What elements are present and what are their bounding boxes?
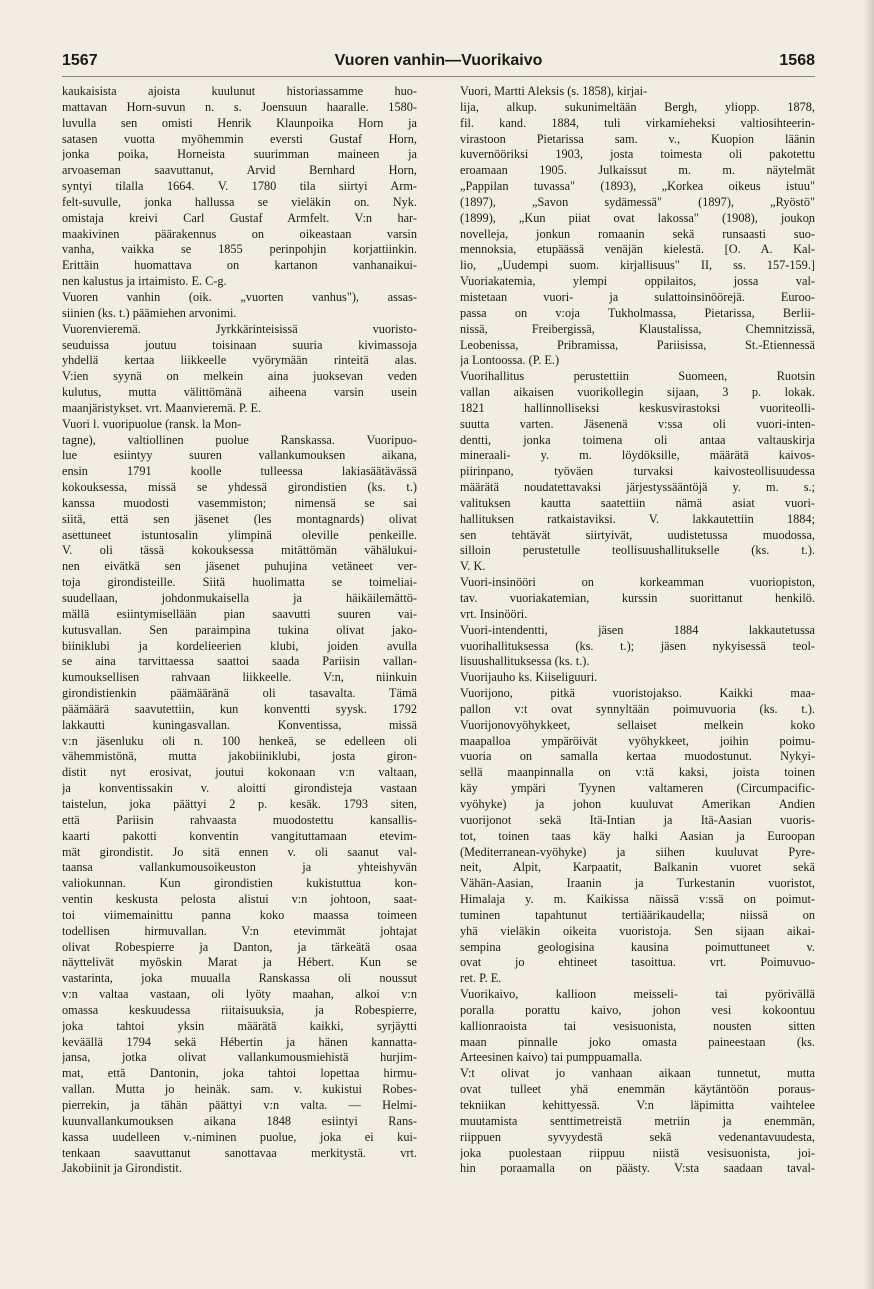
text-line: riippuen syvyydestä sekä vedenantavuudesta, [460, 1129, 815, 1144]
text-line: Leobenissa, Pribramissa, Pariisissa, St.-Etiennessä [460, 337, 815, 352]
text-line: maapalloa ympäröivät vyöhykkeet, joihin poimu- [460, 733, 815, 748]
text-line: Jakobiinit ja Girondistit. [62, 1161, 182, 1176]
text-line: biiniklubi ja kordelieerien klubi, joiden avulla [62, 638, 417, 653]
text-line: siinien (ks. t.) päämiehen arvonimi. [62, 305, 237, 320]
text-line: 1821 hallinnolliseksi keskusvirastoksi vuoriteolli- [460, 400, 815, 415]
text-line: tot, toinen taas käy halki Aasian ja Euroopan [460, 828, 815, 843]
text-line: satasen vuotta myöhemmin eversti Gustaf Horn, [62, 131, 417, 146]
text-line: mällä esiintymisellään pian saavutti suuren vai- [62, 606, 417, 621]
header-rule [62, 76, 815, 77]
text-line: poralla porattu kaivo, johon vesi kokoontuu [460, 1002, 815, 1017]
text-line: ventin keskusta pelosta alistui v:n johtoon, saat- [62, 892, 417, 907]
text-line: joka puolestaan riippuu niistä vesisuonista, joi- [460, 1145, 815, 1160]
text-line: suutta varten. Jäsenenä v:ssa oli vuori-inten- [460, 416, 815, 431]
text-line: siitä, että sen jäsenet (les montagnards) olivat [62, 511, 417, 526]
text-line: sen tehtävät siirtyivät, uudistetussa muodossa, [460, 527, 815, 542]
text-line: vuorihallituksessa (ks. t.); jäsen nykyisessä teol- [460, 638, 815, 653]
text-line: yhdellä kertaa liikkeelle vyörymään rinteitä alas. [62, 353, 417, 368]
text-line: maan pinnalle joko omasta paineestaan (ks. [460, 1034, 815, 1049]
text-line: Vuoren vanhin (oik. „vuorten vanhus"), assas- [62, 289, 417, 304]
text-line: käy ympäri Tyynen valtameren (Circumpacific- [460, 781, 815, 796]
text-line: kallionraoista tai vesisuonista, nousten sitten [460, 1018, 815, 1033]
text-line: „Pappilan tuvassa" (1893), „Korkea oikeus istuu" [460, 179, 815, 194]
text-line: näyttelivät myöskin Marat ja Hébert. Kun se [62, 955, 417, 970]
text-line: joka tahtoi yksin määrätä kaikki, syrjäytti [62, 1018, 417, 1033]
text-line: taansa vallankumousoikeuston ja yhteishyvän [62, 860, 417, 875]
running-title: Vuoren vanhin—Vuorikaivo [334, 52, 543, 69]
text-line: kaukaisista ajoista kuulunut historiassamme huo- [62, 84, 417, 98]
text-line: mineraali- y. m. löydöksille, määrätä kaivos- [460, 448, 815, 463]
text-line: Himalaja y. m. Kaikissa näissä v:ssä on poimut- [460, 892, 815, 907]
text-line: olivat Robespierre ja Danton, ja tärkeätä osaa [62, 939, 417, 954]
text-line: vallan. Mutta jo heinäk. sam. v. kukistui Robes- [62, 1082, 417, 1097]
text-line: kutusvallan. Sen paraimpina tukina olivat jako- [62, 622, 417, 637]
text-line: Vuorijauho ks. Kiiseliguuri. [460, 670, 598, 685]
text-line: Arteesinen kaivo) tai pumppuamalla. [460, 1050, 643, 1065]
text-line: ovat tulleet yhä enemmän käytäntöön poraus- [460, 1082, 815, 1097]
text-line: mät girondistit. Jo sitä ennen v. oli saanut val- [62, 844, 417, 859]
text-line: tenkaan saavuttanut sanottavaa merkitystä. vrt. [62, 1145, 417, 1160]
text-line: sempina geologisina kausina poimuttuneet v. [460, 939, 815, 954]
text-line: pallon v:t ovat synnyltään poimuvuoria (ks. t.). [460, 701, 815, 716]
text-line: taistelun, joka päättyi 2 p. kesäk. 1793 siten, [62, 796, 417, 811]
text-line: piirinpano, työväen turvaksi kaivosteollisuudessa [460, 464, 815, 479]
text-line: dentti, jonka toimena oli antaa valtauskirja [460, 432, 815, 447]
text-line: tuminen tapahtunut tertiäärikaudella; niissä on [460, 907, 815, 922]
text-line: päämäärä saavutettiin, kun konventti syysk. 1792 [62, 701, 417, 716]
text-line: keväällä 1794 sekä Hébertin ja hänen kannatta- [62, 1034, 417, 1049]
text-line: kaarti pakotti konventin vangituttamaan etevim- [62, 828, 417, 843]
text-line: muutamista senttimetreistä metriin ja enemmän, [460, 1113, 815, 1128]
text-line: luvulla sen omisti Henrik Klaunpoika Horn ja [62, 115, 417, 130]
text-line: silloin perustetulle teollisuushallitukselle (ks. t.). [460, 543, 815, 558]
text-line: jonka poika, Horneista suurimman maineen ja [62, 147, 417, 162]
text-line: hallituksen ratkaistaviksi. V. lakkautettiin 1884; [460, 511, 815, 526]
text-line: vrt. Insinööri. [460, 606, 528, 621]
text-line: v:n valtaa vastaan, oli lyöty maahan, alkoi v:n [62, 987, 417, 1002]
text-line: Vuori l. vuoripuolue (ransk. la Mon- [62, 416, 242, 431]
text-line: tekniikan kehittyessä. V:n läpimitta vaihtelee [460, 1098, 815, 1112]
text-line: eroamaan 1905. Julkaissut m. m. näytelmät [460, 163, 815, 178]
text-line: ensin 1791 koolle tulleessa lakiasäätävässä [62, 464, 417, 479]
text-line: kokouksessa, missä se yhdessä girondistien (ks. t.) [62, 480, 417, 495]
text-line: nen eivätkä sen jäsenet puhujina vetäneet ver- [62, 559, 417, 574]
text-line: Vuorenvieremä. Jyrkkärinteisissä vuoristo- [62, 321, 417, 336]
text-line: tav. vuoriakatemian, kurssin suorittanut henkilö. [460, 591, 815, 605]
text-line: V:t olivat jo vanhaan aikaan tunnetut, mutta [460, 1066, 815, 1081]
text-line: vyöhyke) ja johon kuuluvat Amerikan Andien [460, 796, 815, 811]
page-number-left: 1567 [62, 52, 98, 69]
text-line: passa on v:oja Tukholmassa, Pietarissa, Berlii- [460, 305, 815, 320]
text-line: valiokunnan. Kun girondistien kukistuttua kon- [62, 876, 417, 891]
text-line: valituksen kautta saatettiin nämä asiat vuori- [460, 495, 815, 510]
text-line: seuduissa joutuu toisinaan suuria kivimassoja [62, 337, 417, 352]
text-line: maakivinen päärakennus on oikeastaan varsin [62, 226, 417, 241]
text-line: että Pariisin rahvaasta muodostettu kansallis- [62, 812, 417, 827]
text-line: ja Lontoossa. (P. E.) [460, 353, 560, 368]
text-line: Vuori, Martti Aleksis (s. 1858), kirjai- [460, 84, 648, 98]
text-line: Vähän-Aasian, Iraanin ja Turkestanin vuoristot, [460, 876, 815, 891]
text-line: lio, „Uudempi suom. kirjallisuus" II, ss. 157-159.] [460, 258, 815, 273]
text-line: pierrekin, ja tähän päättyi v:n valta. — Helmi- [62, 1098, 417, 1112]
text-line: V. oli tässä kokouksessa mitättömän vähälukui- [62, 543, 417, 558]
text-line: asettuneet istuntosalin ylimpinä oleville penkeille. [62, 527, 417, 542]
text-line: kuvernööriksi 1903, josta toimesta oli pakotettu [460, 147, 815, 162]
text-line: sellä maanpinnalla on v:tä kaksi, joista toinen [460, 765, 815, 780]
text-line: vuorijonot sekä Itä-Intian ja Itä-Aasian vuoris- [460, 812, 815, 827]
text-line: vuoria on samalla kertaa muodostunut. Nykyi- [460, 749, 815, 764]
text-line: toi viimemainittu panna koko maassa toimeen [62, 907, 417, 922]
text-line: novelleja, jonkun romaanin sekä runsaasti suo- [460, 226, 815, 241]
text-line: virastoon Pietarissa sam. v., Kuopion läänin [460, 131, 815, 146]
text-line: Erittäin huomattava on kartanon vanhanaikui- [62, 258, 417, 273]
text-line: se aina tarvittaessa saattoi saada Pariisin vallan- [62, 654, 417, 669]
text-line: lue esiintyy suuren vallankumouksen aikana, [62, 448, 417, 463]
text-line: kassa uudelleen v.-niminen puolue, joka ei kui- [62, 1129, 417, 1144]
text-line: tagne), valtiollinen puolue Ranskassa. Vuoripuo- [62, 432, 417, 447]
text-line: nen kalustus ja irtaimisto. E. C-g. [62, 274, 227, 289]
text-line: Vuorikaivo, kallioon meisseli- tai pyörivällä [460, 987, 815, 1002]
text-line: distit nyt erosivat, joutui kokonaan v:n valtaan, [62, 765, 417, 780]
text-line: vähemmistönä, mutta jakobiiniklubi, josta giron- [62, 749, 417, 764]
page-number-right: 1568 [779, 52, 815, 69]
text-line: arvoaseman saavuttanut, Arvid Bernhard Horn, [62, 163, 417, 178]
text-line: v:n jäsenluku oli n. 100 henkeä, se edelleen oli [62, 733, 417, 748]
text-line: Vuoriakatemia, ylempi oppilaitos, jossa val- [460, 274, 815, 289]
text-line: lisuushallituksessa (ks. t.). [460, 654, 590, 669]
text-line: Vuori-intendentti, jäsen 1884 lakkautetussa [460, 622, 815, 637]
text-line: (1897), „Savon sydämessä" (1897), „Ryöstö" [460, 194, 815, 209]
text-line: ja konventissakin v. aloitti girondisteja vastaan [62, 781, 417, 796]
text-line: Vuorijono, pitkä vuoristojakso. Kaikki maa- [460, 686, 815, 701]
text-line: felt-suvulle, jonka hallussa se vieläkin on. Nyk. [62, 194, 417, 209]
text-line: lakkautti kuningasvallan. Konventissa, missä [62, 717, 417, 732]
text-line: ret. P. E. [460, 971, 502, 986]
text-line: määrätä noudatettavaksi järjestyssääntöjä y. m. s.; [460, 480, 815, 495]
text-line: ovat jo ehtineet tasoittua. vrt. Poimuvuo- [460, 955, 815, 970]
text-line: syntyi tilalla 1664. V. 1780 tila siirtyi Arm- [62, 179, 417, 194]
text-line: omistaja kreivi Carl Gustaf Armfelt. V:n har- [62, 210, 417, 225]
text-line: Vuorihallitus perustettiin Suomeen, Ruotsin [460, 369, 815, 384]
page-header [62, 52, 815, 74]
text-line: V. K. [460, 559, 486, 574]
text-line: mat, että Dantonin, joka tahtoi lopettaa hirmu- [62, 1066, 417, 1081]
text-line: hin poraamalla on päästy. V:sta saadaan taval- [460, 1161, 815, 1176]
text-line: (1899), „Kun piiat ovat lakossa" (1908), jouko̧n [460, 210, 815, 225]
text-line: toja girondisteille. Siitä huolimatta se toimeliai- [62, 575, 417, 590]
text-line: suudellaan, johdonmukaisella ja häikäilemättö- [62, 591, 417, 605]
text-line: fil. kand. 1884, tuli virkamieheksi valtiosihteerin- [460, 115, 815, 130]
text-line: mistetaan vuori- ja sulattoinsinöörejä. Euroo- [460, 289, 815, 304]
text-line: mattavan Horn-suvun n. s. Joensuun haaralle. 1580- [62, 99, 417, 114]
text-line: kumouksellisen rahvaan liikkeelle. V:n, niinkuin [62, 670, 417, 685]
text-line: yhä vieläkin oikeita vuoristoja. Sen sijaan aikai- [460, 923, 815, 938]
page-edge-shadow [864, 0, 874, 1289]
text-line: omassa keskuudessa riitaisuuksia, ja Robespierre, [62, 1002, 417, 1017]
text-line: V:ien syynä on melkein aina juoksevan veden [62, 369, 417, 384]
text-line: vallan aikaisen vuorikollegin sijaan, 3 p. lokak. [460, 385, 815, 400]
text-line: neit, Alpit, Karpaatit, Balkanin vuoret sekä [460, 860, 815, 875]
text-line: vastarinta, joka muualla Ranskassa oli noussut [62, 971, 417, 986]
text-line: nissä, Freibergissä, Klaustalissa, Chemnitzissä, [460, 321, 815, 336]
text-line: kulutus, mutta välittömänä aiheena varsin usein [62, 385, 417, 400]
text-line: kanssa muodosti vasemmiston; nimensä se sai [62, 495, 417, 510]
text-line: Vuori-insinööri on korkeamman vuoriopiston, [460, 575, 815, 590]
text-line: todellisen hirmuvallan. V:n etevimmät johtajat [62, 923, 417, 938]
right-column [460, 84, 815, 1177]
text-line: Vuorijonovyöhykkeet, sellaiset melkein koko [460, 717, 815, 732]
text-line: kuunvallankumouksen aikana 1848 esiintyi Rans- [62, 1113, 417, 1128]
text-line: girondistienkin päämääränä oli tasavalta. Tämä [62, 686, 417, 701]
text-line: jansa, jotka olivat vallankumousmiehistä hurjim- [62, 1050, 417, 1065]
text-line: mennoksia, etupäässä venäjän kielestä. [O. A. Kal- [460, 242, 815, 257]
text-line: vanha, vaikka se 1855 perinpohjin korjattiinkin. [62, 242, 417, 257]
text-line: (Mediterranean-vyöhyke) ja siihen kuuluvat Pyre- [460, 844, 815, 859]
text-line: lija, alkup. sukunimeltään Bergh, yliopp. 1878, [460, 99, 815, 114]
text-line: maanjäristykset. vrt. Maanvieremä. P. E. [62, 400, 262, 415]
left-column [62, 84, 417, 1177]
